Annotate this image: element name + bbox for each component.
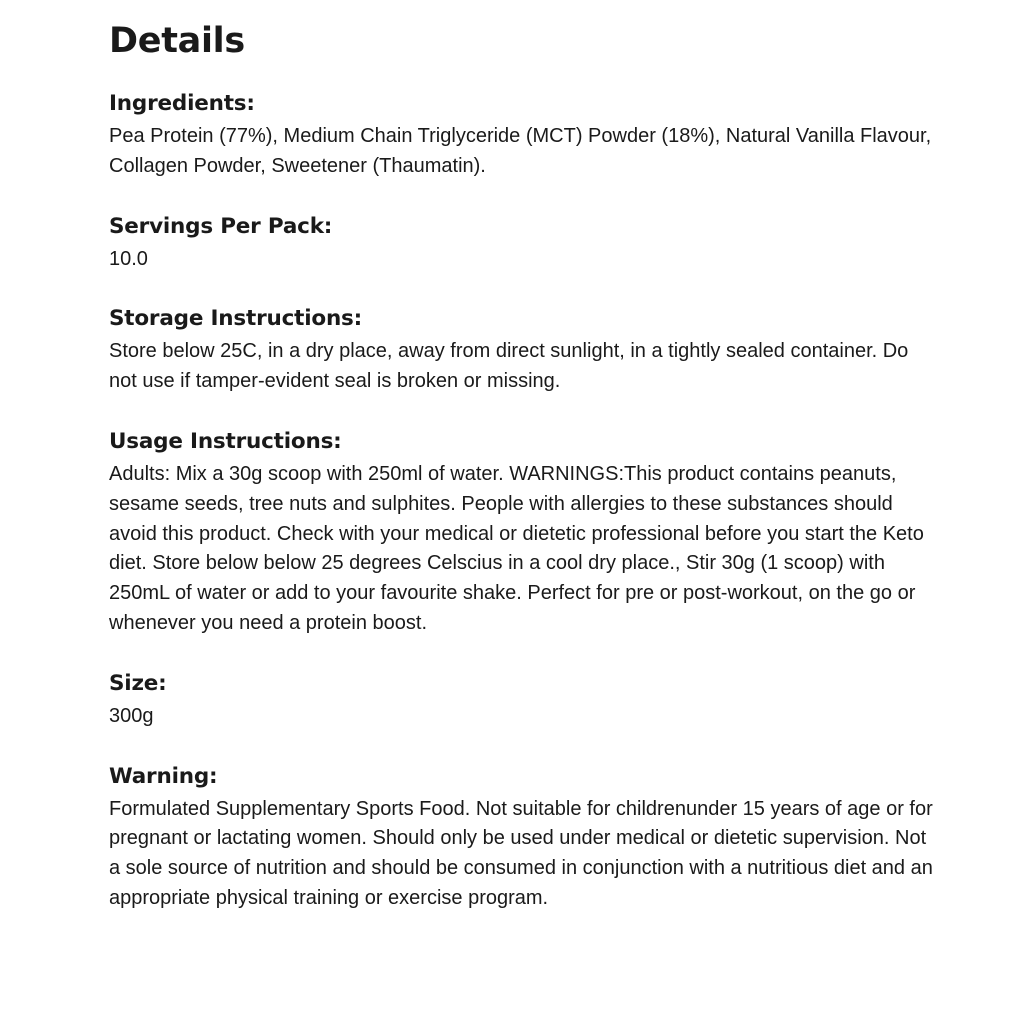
section-heading: Servings Per Pack: [109, 213, 333, 239]
section-heading: Storage Instructions: [109, 306, 363, 332]
section-heading: Warning: [109, 763, 218, 789]
section-heading: Ingredients: [109, 91, 255, 116]
section-body: Store below 25C, in a dry place, away from direct sunlight, in a tightly sealed container. Do not use if tamper-evident seal is broken or missing. [109, 340, 909, 393]
section-size [109, 669, 939, 732]
section-heading: Size: [109, 670, 167, 696]
section-usage [109, 427, 939, 639]
section-heading: Usage Instructions: [109, 428, 342, 454]
section-body: Formulated Supplementary Sports Food. Not suitable for childrenunder 15 years of age or for pregnant or lactating women. Should only be used under medical or dietetic supervision. Not a sole source of nutrition and should be consumed in conjunction with a nutritious diet and an appropriate physical training or exercise program. [109, 797, 933, 909]
section-body: Pea Protein (77%), Medium Chain Triglyceride (MCT) Powder (18%), Natural Vanilla Flavour, Collagen Powder, Sweetener (Thaumatin). [109, 125, 932, 177]
section-body: Adults: Mix a 30g scoop with 250ml of water. WARNINGS:This product contains peanuts, sesame seeds, tree nuts and sulphites. People with allergies to these substances should avoid this product. Check with your medical or dietetic professional before you start the Keto diet. Store below below 25 degrees Celscius in a cool dry place., Stir 30g (1 scoop) with 250mL of water or add to your favourite shake. Perfect for pre or post-workout, on the go or whenever you need a protein boost. [109, 462, 924, 634]
section-warning [109, 762, 939, 914]
page-title: Details [109, 21, 245, 61]
section-servings [109, 212, 939, 275]
section-body: 300g [109, 704, 154, 727]
section-body: 10.0 [109, 247, 148, 270]
section-storage [109, 304, 939, 397]
section-ingredients [109, 89, 939, 182]
details-panel [109, 18, 939, 944]
